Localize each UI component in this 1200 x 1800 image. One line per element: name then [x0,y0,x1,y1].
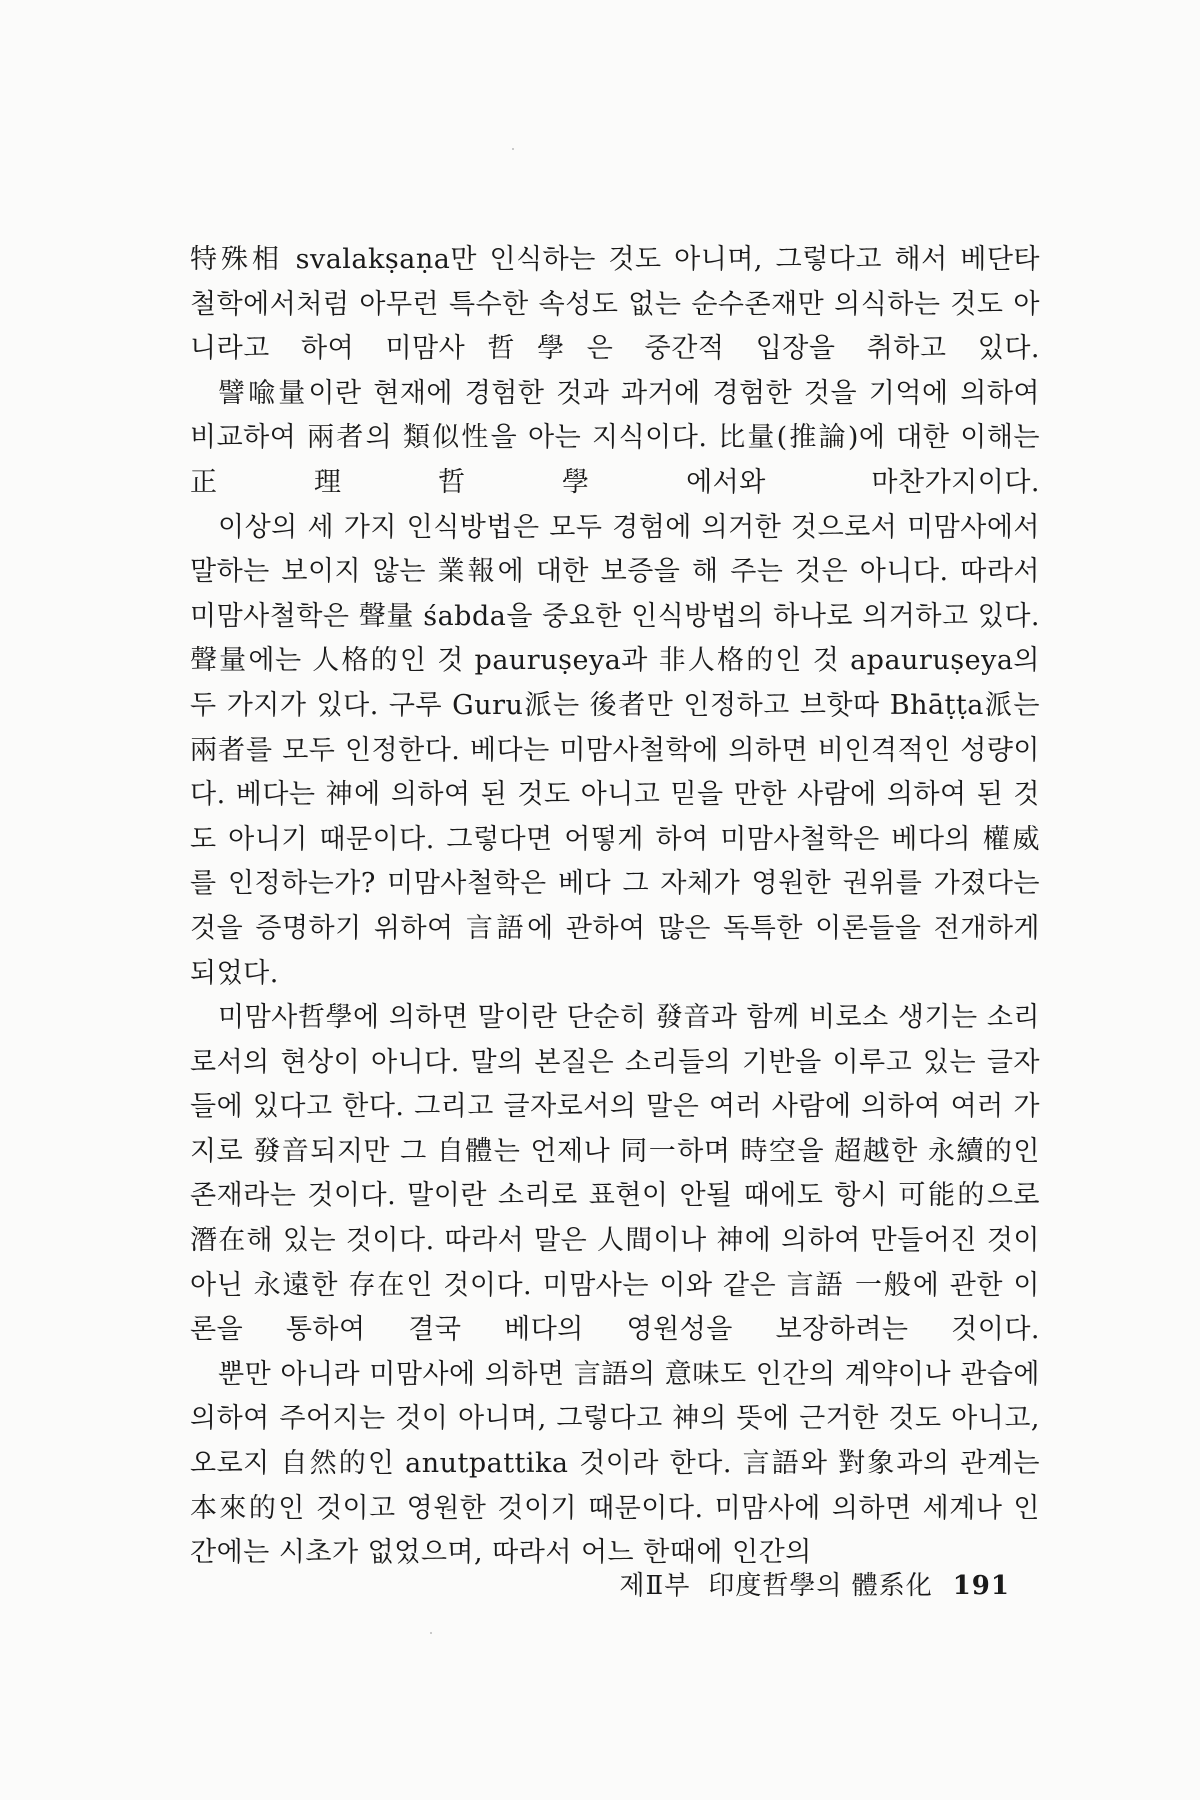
scan-speck [430,1632,432,1634]
body-text [190,238,1040,1576]
paragraph-5: 뿐만 아니라 미맘사에 의하면 言語의 意味도 인간의 계약이나 관습에 의하여 주어지는 것이 아니며, 그렇다고 神의 뜻에 근거한 것도 아니고, 오로지 自然的인 anutpattika 것이라 한다. 言語와 對象과의 관계는 本來的인 것이고 영원한 것이기 때문이다. 미맘사에 의하면 세계나 인간에는 시초가 없었으며, 따라서 어느 한때에 인간의 [190,1358,1040,1569]
page-number: 191 [952,1571,1010,1601]
paragraph-4: 미맘사哲學에 의하면 말이란 단순히 發音과 함께 비로소 생기는 소리로서의 현상이 아니다. 말의 본질은 소리들의 기반을 이루고 있는 글자들에 있다고 한다. 그리고 글자로서의 말은 여러 사람에 의하여 여러 가지로 發音되지만 그 自體는 언제나 同一하며 時空을 超越한 永續的인 존재라는 것이다. 말이란 소리로 표현이 안될 때에도 항시 可能的으로 潛在해 있는 것이다. 따라서 말은 人間이나 神에 의하여 만들어진 것이 아닌 永遠한 存在인 것이다. 미맘사는 이와 같은 言語 一般에 관한 이론을 통하여 결국 베다의 영원성을 보장하려는 것이다. [190,1002,1040,1346]
paragraph-2: 譬喩量이란 현재에 경험한 것과 과거에 경험한 것을 기억에 의하여 비교하여 兩者의 類似性을 아는 지식이다. 比量(推論)에 대한 이해는 正理哲學에서와 마찬가지이다. [190,377,1040,498]
paragraph-3: 이상의 세 가지 인식방법은 모두 경험에 의거한 것으로서 미맘사에서 말하는 보이지 않는 業報에 대한 보증을 해 주는 것은 아니다. 따라서 미맘사철학은 聲量 śabda을 중요한 인식방법의 하나로 의거하고 있다. 聲量에는 人格的인 것 pauruṣeya과 非人格的인 것 apauruṣeya의 두 가지가 있다. 구루 Guru派는 後者만 인정하고 브핫따 Bhāṭṭa派는 兩者를 모두 인정한다. 베다는 미맘사철학에 의하면 비인격적인 성량이다. 베다는 神에 의하여 된 것도 아니고 믿을 만한 사람에 의하여 된 것도 아니기 때문이다. 그렇다면 어떻게 하여 미맘사철학은 베다의 權威를 인정하는가? 미맘사철학은 베다 그 자체가 영원한 권위를 가졌다는 것을 증명하기 위하여 言語에 관하여 많은 독특한 이론들을 전개하게 되었다. [190,511,1040,989]
footer-section-title: 印度哲學의 體系化 [708,1571,933,1601]
running-footer [619,1565,1010,1602]
scan-speck [512,148,514,150]
paragraph-1: 特殊相 svalakṣaṇa만 인식하는 것도 아니며, 그렇다고 해서 베단타 철학에서처럼 아무런 특수한 속성도 없는 순수존재만 의식하는 것도 아니라고 하여 미맘사哲學은 중간적 입장을 취하고 있다. [190,244,1040,365]
footer-part: 제Ⅱ부 [619,1571,691,1601]
